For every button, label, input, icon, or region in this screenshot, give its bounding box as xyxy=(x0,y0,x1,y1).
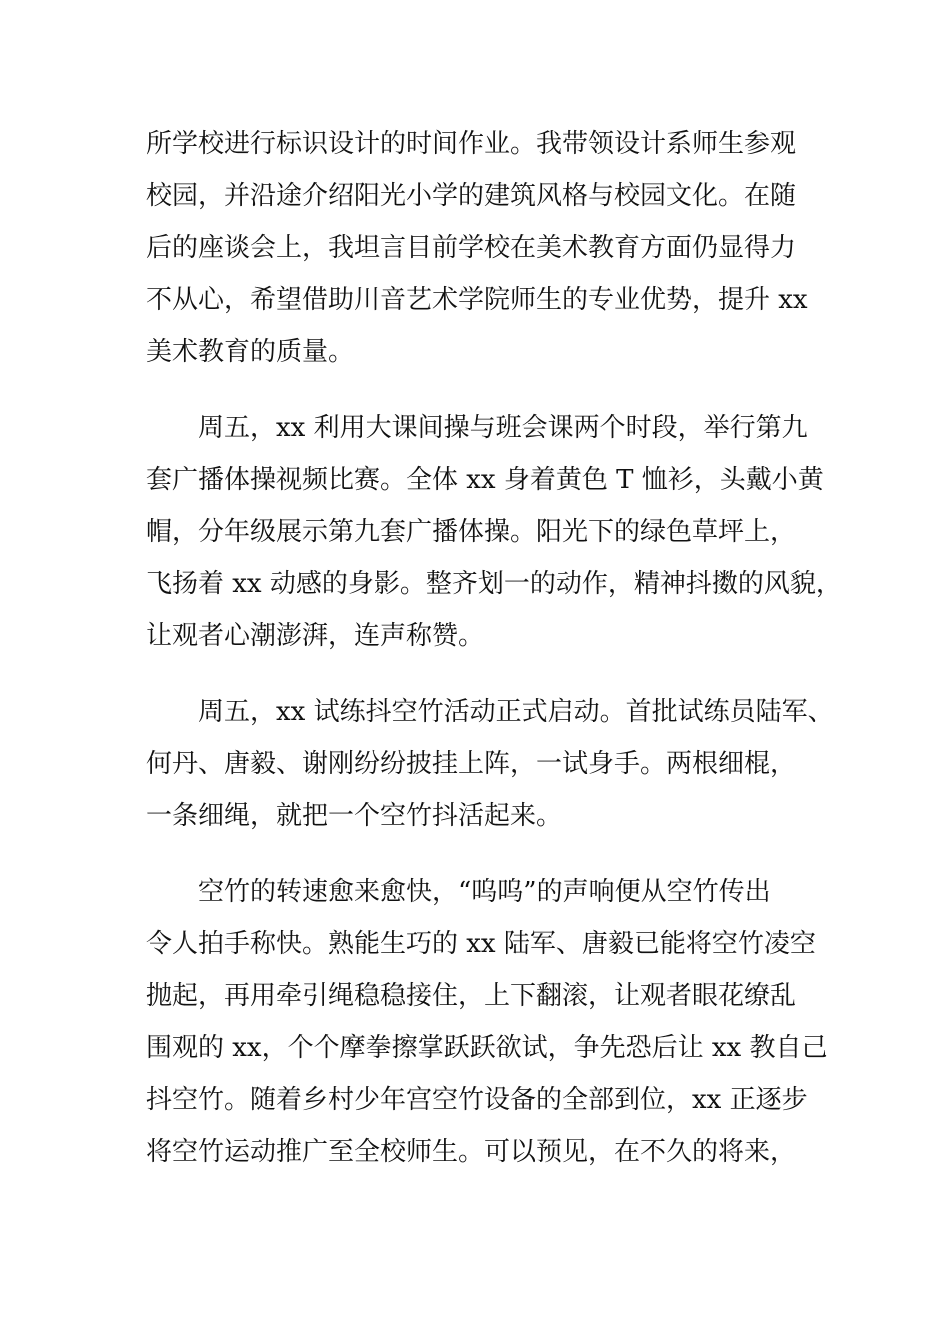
text-line: 围观的 xx，个个摩拳擦掌跃跃欲试，争先恐后让 xx 教自己 xyxy=(146,1033,828,1063)
paragraph-2 xyxy=(146,402,842,662)
text-line: 所学校进行标识设计的时间作业。我带领设计系师生参观 xyxy=(146,129,797,159)
text-line: 抛起，再用牵引绳稳稳接住，上下翻滚，让观者眼花缭乱 xyxy=(146,981,797,1011)
text-line: 空竹的转速愈来愈快，“呜呜”的声响便从空竹传出 xyxy=(198,877,771,907)
text-line: 帽，分年级展示第九套广播体操。阳光下的绿色草坪上， xyxy=(146,517,797,547)
text-line: 一条细绳，就把一个空竹抖活起来。 xyxy=(146,801,563,831)
paragraph-3 xyxy=(146,686,834,842)
text-line: 周五，xx 利用大课间操与班会课两个时段，举行第九 xyxy=(198,413,808,443)
text-line: 飞扬着 xx 动感的身影。整齐划一的动作，精神抖擞的风貌， xyxy=(146,569,842,599)
paragraph-4 xyxy=(146,866,826,1178)
text-line: 校园，并沿途介绍阳光小学的建筑风格与校园文化。在随 xyxy=(146,181,797,211)
text-line: 让观者心潮澎湃，连声称赞。 xyxy=(146,621,485,651)
paragraph-spacer xyxy=(146,842,826,866)
body-text xyxy=(146,118,842,1178)
text-line: 美术教育的质量。 xyxy=(146,337,355,367)
paragraph-spacer xyxy=(146,378,826,402)
paragraph-spacer xyxy=(146,662,826,686)
text-line: 后的座谈会上，我坦言目前学校在美术教育方面仍显得力 xyxy=(146,233,797,263)
paragraph-1 xyxy=(146,118,826,378)
text-line: 不从心，希望借助川音艺术学院师生的专业优势，提升 xx xyxy=(146,285,808,315)
text-line: 抖空竹。随着乡村少年宫空竹设备的全部到位，xx 正逐步 xyxy=(146,1085,808,1115)
text-line: 将空竹运动推广至全校师生。可以预见，在不久的将来， xyxy=(146,1137,797,1167)
text-line: 周五，xx 试练抖空竹活动正式启动。首批试练员陆军、 xyxy=(198,697,834,727)
text-line: 套广播体操视频比赛。全体 xx 身着黄色 T 恤衫，头戴小黄 xyxy=(146,465,824,495)
text-line: 令人拍手称快。熟能生巧的 xx 陆军、唐毅已能将空竹凌空 xyxy=(146,929,816,959)
text-line: 何丹、唐毅、谢刚纷纷披挂上阵，一试身手。两根细棍， xyxy=(146,749,797,779)
